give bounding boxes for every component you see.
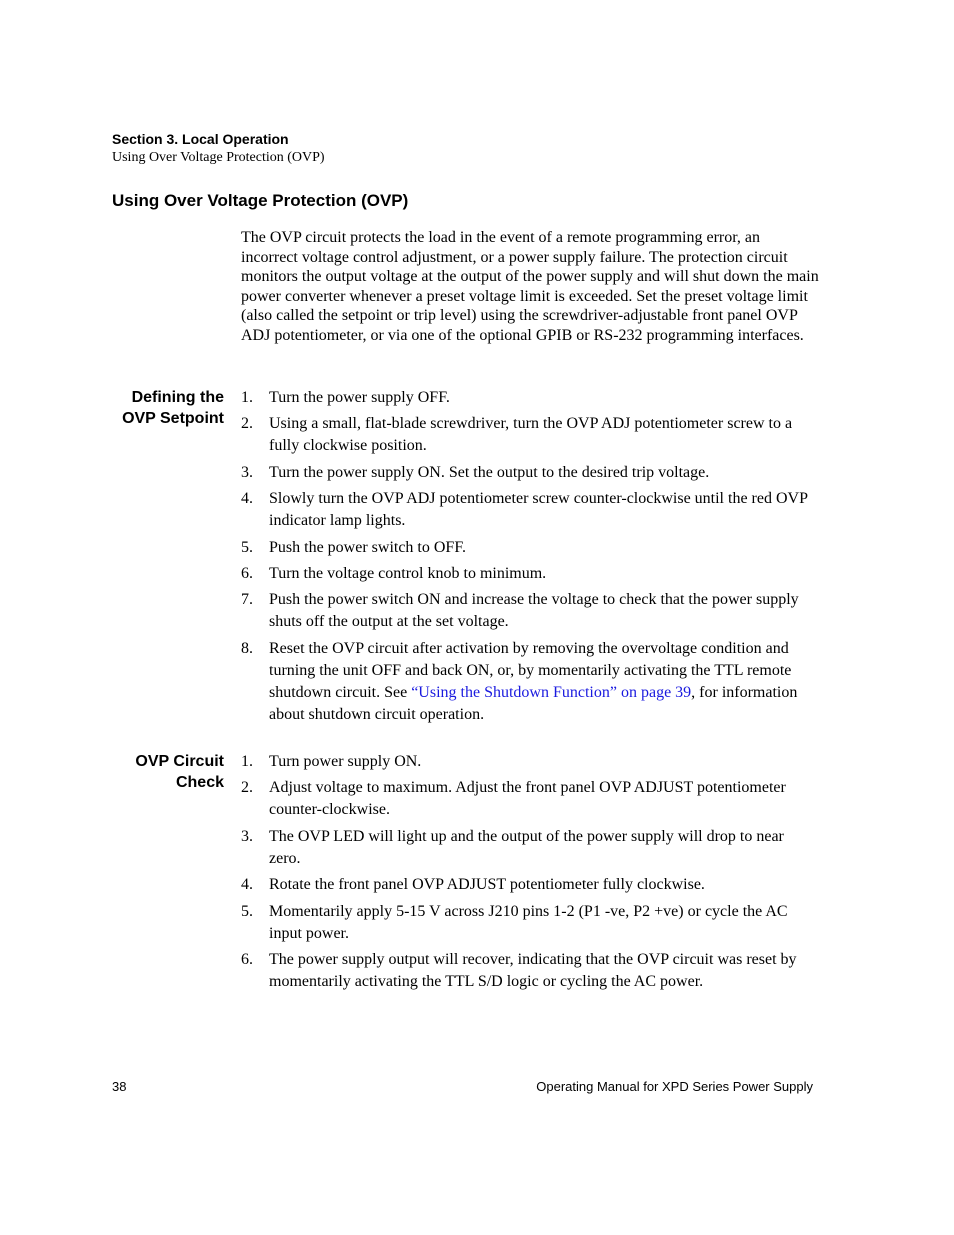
shutdown-function-link[interactable]: “Using the Shutdown Function” on page 39 (411, 683, 692, 701)
step-number: 4. (241, 876, 253, 894)
step-text: Turn the power supply OFF. (269, 389, 450, 406)
setpoint-steps (241, 387, 819, 730)
list-item (241, 537, 819, 559)
step-text: Rotate the front panel OVP ADJUST potentiometer fully clockwise. (269, 876, 705, 894)
step-number: 2. (241, 779, 253, 797)
list-item (241, 826, 819, 870)
step-text: Push the power switch ON and increase the voltage to check that the power supply shuts off the output at the set voltage. (269, 591, 799, 631)
list-item (241, 777, 819, 821)
list-item (241, 949, 819, 993)
list-item (241, 589, 819, 633)
list-item (241, 638, 819, 726)
step-text: The OVP LED will light up and the output of the power supply will drop to near zero. (269, 827, 784, 867)
step-text: Turn the voltage control knob to minimum. (269, 564, 547, 582)
step-number: 5. (241, 538, 253, 556)
list-item (241, 563, 819, 585)
step-number: 3. (241, 827, 253, 845)
step-text: Turn the power supply ON. Set the output to the desired trip voltage. (269, 463, 710, 481)
step-number: 5. (241, 902, 253, 920)
step-text-after-link: , for information about shutdown circuit operation. (269, 683, 798, 723)
circuit-check-heading (135, 752, 224, 793)
list-item (241, 387, 819, 409)
running-header-subtitle: Using Over Voltage Protection (OVP) (112, 150, 325, 165)
step-number: 1. (241, 753, 253, 770)
list-item (241, 874, 819, 896)
list-item (241, 462, 819, 484)
step-number: 8. (241, 639, 253, 657)
list-item (241, 413, 819, 457)
step-number: 1. (241, 389, 253, 406)
circuit-check-heading-line1: OVP Circuit (135, 753, 224, 770)
page-number: 38 (112, 1079, 127, 1094)
list-item (241, 901, 819, 945)
step-number: 6. (241, 564, 253, 582)
page-title: Using Over Voltage Protection (OVP) (112, 191, 409, 210)
step-number: 7. (241, 591, 253, 609)
setpoint-heading-line2: OVP Setpoint (122, 409, 224, 427)
setpoint-heading (122, 388, 224, 429)
step-number: 2. (241, 415, 253, 433)
step-number: 3. (241, 463, 253, 481)
list-item (241, 751, 819, 773)
running-header-section: Section 3. Local Operation (112, 131, 289, 147)
step-text: Push the power switch to OFF. (269, 538, 466, 556)
step-text: The power supply output will recover, indicating that the OVP circuit was reset by momentarily activating the TTL S/D logic or cycling the AC power. (269, 950, 797, 990)
step-text: Slowly turn the OVP ADJ potentiometer screw counter-clockwise until the red OVP indicator lamp lights. (269, 490, 808, 530)
list-item (241, 488, 819, 532)
step-text: Reset the OVP circuit after activation by removing the overvoltage condition and turning the unit OFF and back ON, or, by momentarily activating the TTL remote shutdown circuit. See (269, 639, 792, 701)
step-number: 6. (241, 950, 253, 968)
step-number: 4. (241, 490, 253, 508)
circuit-check-steps (241, 751, 819, 997)
footer-manual-title: Operating Manual for XPD Series Power Supply (536, 1079, 813, 1094)
step-text: Momentarily apply 5-15 V across J210 pins 1-2 (P1 -ve, P2 +ve) or cycle the AC input power. (269, 902, 788, 942)
step-text: Adjust voltage to maximum. Adjust the front panel OVP ADJUST potentiometer counter-clockwise. (269, 779, 786, 819)
circuit-check-heading-line2: Check (175, 773, 224, 791)
intro-paragraph: The OVP circuit protects the load in the event of a remote programming error, an incorrect voltage control adjustment, or a power supply failure. The protection circuit monitors the output voltage at the output of the power supply and will shut down the main power converter whenever a preset voltage limit is exceeded. Set the preset voltage limit (also called the setpoint or trip level) using the screwdriver-adjustable front panel OVP ADJ potentiometer, or via one of the optional GPIB or RS-232 programming interfaces. (241, 229, 819, 344)
step-text: Turn power supply ON. (269, 753, 422, 770)
step-text: Using a small, flat-blade screwdriver, turn the OVP ADJ potentiometer screw to a fully clockwise position. (269, 415, 793, 455)
setpoint-heading-line1: Defining the (131, 389, 224, 406)
